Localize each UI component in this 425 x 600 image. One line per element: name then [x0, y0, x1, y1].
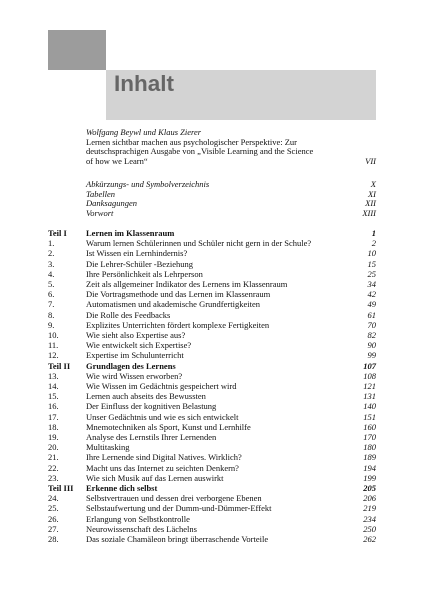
- toc-title: Wie wird Wissen erworben?: [86, 370, 183, 381]
- toc-page-number: 49: [367, 299, 376, 310]
- toc-number: 18.: [48, 421, 59, 432]
- toc-title: Unser Gedächtnis und wie es sich entwickelt: [86, 411, 239, 422]
- toc-page-number: 189: [363, 452, 376, 463]
- toc-number: 2.: [48, 248, 55, 259]
- toc-number: 9.: [48, 319, 55, 330]
- toc-page-number: 151: [363, 411, 376, 422]
- toc-chapter-row: [48, 371, 376, 381]
- toc-page-number: 262: [363, 534, 376, 545]
- toc-chapter-row: [48, 269, 376, 279]
- toc-title: Selbstvertrauen und dessen drei verborgene Ebenen: [86, 493, 262, 504]
- toc-title: Grundlagen des Lernens: [86, 360, 176, 371]
- toc-page-number: 34: [367, 279, 376, 290]
- toc-chapter-row: [48, 401, 376, 411]
- front-matter-page: X: [370, 179, 376, 189]
- foreword-last-line: [86, 157, 376, 167]
- toc-title: Die Vortragsmethode und das Lernen im Klassenraum: [86, 289, 271, 300]
- foreword-line: deutschsprachigen Ausgabe von „Visible Learning and the Science: [86, 146, 314, 157]
- front-matter-item: [86, 199, 376, 209]
- toc-number: 20.: [48, 442, 59, 453]
- toc-chapter-row: [48, 248, 376, 258]
- toc-title: Erlangung von Selbstkontrolle: [86, 513, 190, 524]
- toc-page-number: 131: [363, 391, 376, 402]
- toc-title: Mnemotechniken als Sport, Kunst und Lernhilfe: [86, 421, 251, 432]
- toc-title: Erkenne dich selbst: [86, 483, 158, 494]
- toc-number: 10.: [48, 330, 59, 341]
- toc-number: 6.: [48, 289, 55, 300]
- toc-page-number: 199: [363, 472, 376, 483]
- toc-part-heading: [48, 228, 376, 238]
- toc-chapter-row: [48, 310, 376, 320]
- toc-page-number: 25: [367, 268, 376, 279]
- toc-chapter-row: [48, 391, 376, 401]
- toc-number: 25.: [48, 503, 59, 514]
- foreword-line: of how we Learn“: [86, 155, 148, 166]
- toc-chapter-row: [48, 463, 376, 473]
- toc-number: 12.: [48, 350, 59, 361]
- toc-number: Teil I: [48, 228, 67, 238]
- toc-title: Wie sich Musik auf das Lernen auswirkt: [86, 472, 224, 483]
- table-of-contents: [48, 228, 376, 544]
- toc-chapter-row: [48, 350, 376, 360]
- toc-chapter-row: [48, 534, 376, 544]
- front-matter-title: Vorwort: [86, 207, 114, 218]
- toc-number: 28.: [48, 534, 59, 545]
- toc-number: 8.: [48, 309, 55, 320]
- toc-title: Lernen auch abseits des Bewussten: [86, 391, 206, 402]
- toc-page-number: 234: [363, 513, 376, 524]
- toc-chapter-row: [48, 452, 376, 462]
- toc-chapter-row: [48, 238, 376, 248]
- toc-chapter-row: [48, 259, 376, 269]
- toc-page-number: 90: [367, 340, 376, 351]
- toc-chapter-row: [48, 442, 376, 452]
- toc-chapter-row: [48, 422, 376, 432]
- toc-number: Teil III: [48, 483, 74, 494]
- toc-chapter-row: [48, 289, 376, 299]
- toc-chapter-row: [48, 299, 376, 309]
- toc-number: 7.: [48, 299, 55, 310]
- toc-chapter-row: [48, 493, 376, 503]
- toc-page-number: 15: [367, 258, 376, 269]
- foreword-authors: Wolfgang Beywl und Klaus Zierer: [86, 127, 202, 137]
- toc-number: Teil II: [48, 360, 71, 371]
- toc-number: 5.: [48, 279, 55, 290]
- front-matter-title: Danksagungen: [86, 198, 137, 209]
- toc-number: 23.: [48, 472, 59, 483]
- foreword-entry: [86, 128, 376, 166]
- toc-chapter-row: [48, 340, 376, 350]
- toc-chapter-row: [48, 432, 376, 442]
- toc-title: Expertise im Schulunterricht: [86, 350, 184, 361]
- toc-number: 3.: [48, 258, 55, 269]
- toc-number: 27.: [48, 523, 59, 534]
- toc-number: 19.: [48, 432, 59, 443]
- toc-title: Das soziale Chamäleon bringt überraschende Vorteile: [86, 534, 269, 545]
- toc-title: Ihre Lernende sind Digital Natives. Wirklich?: [86, 452, 242, 463]
- toc-title: Multitasking: [86, 442, 130, 453]
- toc-title: Warum lernen Schülerinnen und Schüler nicht gern in der Schule?: [86, 238, 312, 249]
- toc-title: Der Einfluss der kognitiven Belastung: [86, 401, 217, 412]
- foreword-page-number: VII: [365, 155, 376, 166]
- toc-number: 13.: [48, 370, 59, 381]
- toc-page-number: 206: [363, 493, 376, 504]
- toc-title: Wie entwickelt sich Expertise?: [86, 340, 192, 351]
- toc-chapter-row: [48, 514, 376, 524]
- toc-page-number: 250: [363, 523, 376, 534]
- toc-chapter-row: [48, 524, 376, 534]
- front-matter-item: [86, 180, 376, 190]
- toc-number: 24.: [48, 493, 59, 504]
- toc-chapter-row: [48, 503, 376, 513]
- toc-number: 15.: [48, 391, 59, 402]
- toc-title: Wie sieht also Expertise aus?: [86, 330, 186, 341]
- toc-title: Ihre Persönlichkeit als Lehrperson: [86, 268, 203, 279]
- front-matter-page: XII: [365, 198, 376, 209]
- toc-title: Wie Wissen im Gedächtnis gespeichert wird: [86, 381, 237, 392]
- front-matter-page: XI: [367, 188, 376, 199]
- toc-page-number: 99: [367, 350, 376, 361]
- toc-page-number: 70: [367, 319, 376, 330]
- toc-title: Ist Wissen ein Lernhindernis?: [86, 248, 188, 259]
- toc-title: Die Rolle des Feedbacks: [86, 309, 171, 320]
- toc-title: Neurowissenschaft des Lächelns: [86, 523, 197, 534]
- front-matter-list: [86, 180, 376, 218]
- toc-page-number: 170: [363, 432, 376, 443]
- toc-title: Explizites Unterrichten fördert komplexe Fertigkeiten: [86, 319, 270, 330]
- front-matter-page: XIII: [362, 207, 376, 218]
- toc-part-heading: [48, 361, 376, 371]
- toc-page-number: 82: [367, 330, 376, 341]
- toc-title: Zeit als allgemeiner Indikator des Lernens im Klassenraum: [86, 279, 288, 290]
- toc-chapter-row: [48, 320, 376, 330]
- header-decoration-block: [48, 30, 106, 70]
- toc-number: 21.: [48, 452, 59, 463]
- toc-page-number: 107: [363, 360, 376, 371]
- front-matter-item: [86, 209, 376, 219]
- toc-number: 22.: [48, 462, 59, 473]
- toc-page-number: 10: [367, 248, 376, 259]
- front-matter-title: Abkürzungs- und Symbolverzeichnis: [86, 179, 210, 189]
- toc-chapter-row: [48, 279, 376, 289]
- toc-chapter-row: [48, 330, 376, 340]
- toc-number: 14.: [48, 381, 59, 392]
- toc-page-number: 42: [367, 289, 376, 300]
- toc-title: Macht uns das Internet zu seichten Denkern?: [86, 462, 239, 473]
- toc-part-heading: [48, 483, 376, 493]
- toc-title: Die Lehrer-Schüler -Beziehung: [86, 258, 193, 269]
- toc-page-number: 219: [363, 503, 376, 514]
- toc-page-number: 2: [371, 238, 376, 249]
- toc-page-number: 194: [363, 462, 376, 473]
- toc-number: 26.: [48, 513, 59, 524]
- toc-page-number: 205: [363, 483, 376, 494]
- toc-page-number: 121: [363, 381, 376, 392]
- toc-title: Lernen im Klassenraum: [86, 228, 175, 238]
- toc-number: 16.: [48, 401, 59, 412]
- toc-chapter-row: [48, 473, 376, 483]
- toc-page-number: 61: [367, 309, 376, 320]
- toc-page-number: 160: [363, 421, 376, 432]
- toc-number: 11.: [48, 340, 59, 351]
- foreword-line: Lernen sichtbar machen aus psychologischer Perspektive: Zur: [86, 136, 298, 147]
- toc-chapter-row: [48, 412, 376, 422]
- toc-number: 1.: [48, 238, 55, 249]
- toc-page-number: 1: [371, 228, 376, 238]
- page-title: Inhalt: [114, 71, 174, 96]
- toc-page-number: 140: [363, 401, 376, 412]
- toc-title: Selbstaufwertung und der Dumm-und-Dümmer-Effekt: [86, 503, 272, 514]
- toc-page-number: 108: [363, 370, 376, 381]
- toc-chapter-row: [48, 381, 376, 391]
- toc-number: 17.: [48, 411, 59, 422]
- toc-title: Analyse des Lernstils Ihrer Lernenden: [86, 432, 217, 443]
- front-matter-title: Tabellen: [86, 188, 115, 199]
- toc-page-number: 180: [363, 442, 376, 453]
- toc-number: 4.: [48, 268, 55, 279]
- toc-title: Automatismen und akademische Grundfertigkeiten: [86, 299, 260, 310]
